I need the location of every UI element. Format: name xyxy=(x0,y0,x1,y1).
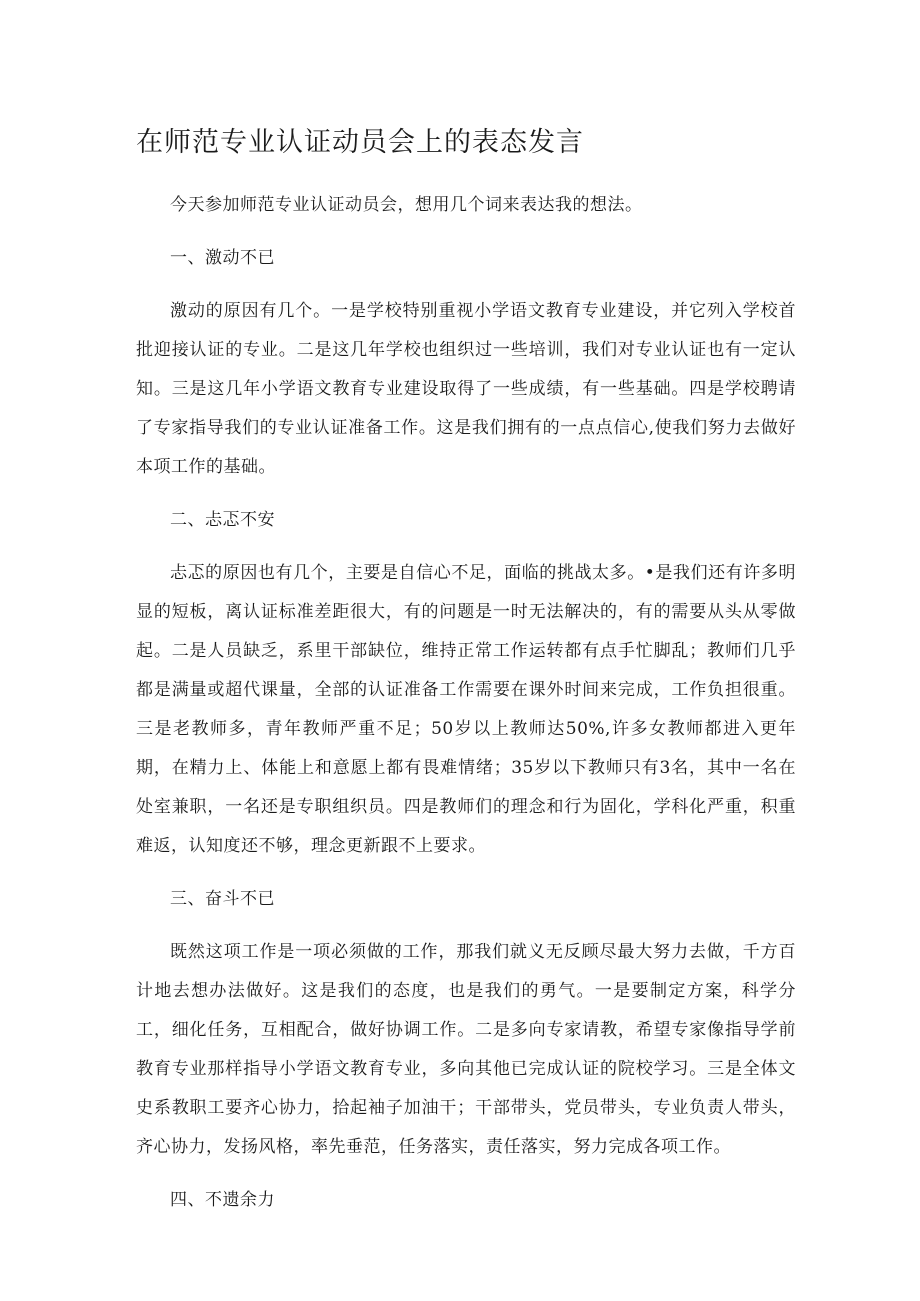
section-heading-3: 三、奋斗不已 xyxy=(170,889,275,909)
section-paragraph-2: 忐忑的原因也有几个，主要是自信心不足，面临的挑战太多。•是我们还有许多明显的短板，离认证标准差距很大，有的问题是一时无法解决的，有的需要从头从零做起。二是人员缺乏，系里干部缺位，维持正常工作运转都有点手忙脚乱；教师们几乎都是满量或超代课量，全部的认证准备工作需要在课外时间来完成，工作负担很重。三是老教师多，青年教师严重不足；50岁以上教师达50%,许多女教师都进入更年期，在精力上、体能上和意愿上都有畏难情绪；35岁以下教师只有3名，其中一名在处室兼职，一名还是专职组织员。四是教师们的理念和行为固化，学科化严重，积重难返，认知度还不够，理念更新跟不上要求。 xyxy=(136,563,796,856)
section-heading-2: 二、忐忑不安 xyxy=(170,510,275,530)
intro-paragraph: 今天参加师范专业认证动员会，想用几个词来表达我的想法。 xyxy=(170,195,643,215)
document-body xyxy=(136,186,796,1234)
section-heading-4: 四、不遗余力 xyxy=(170,1190,275,1210)
section-paragraph-3: 既然这项工作是一项必须做的工作，那我们就义无反顾尽最大努力去做，千方百计地去想办法做好。这是我们的态度，也是我们的勇气。一是要制定方案，科学分工，细化任务，互相配合，做好协调工作。二是多向专家请教，希望专家像指导学前教育专业那样指导小学语文教育专业，多向其他已完成认证的院校学习。三是全体文史系教职工要齐心协力，拾起袖子加油干；干部带头，党员带头，专业负责人带头，齐心协力，发扬风格，率先垂范，任务落实，责任落实，努力完成各项工作。 xyxy=(136,942,796,1157)
section-heading-1: 一、激动不已 xyxy=(170,248,275,268)
section-paragraph-1: 激动的原因有几个。一是学校特别重视小学语文教育专业建设，并它列入学校首批迎接认证的专业。二是这几年学校也组织过一些培训，我们对专业认证也有一定认知。三是这几年小学语文教育专业建设取得了一些成绩，有一些基础。四是学校聘请了专家指导我们的专业认证准备工作。这是我们拥有的一点点信心,使我们努力去做好本项工作的基础。 xyxy=(136,301,796,477)
document-title: 在师范专业认证动员会上的表态发言 xyxy=(136,127,584,158)
